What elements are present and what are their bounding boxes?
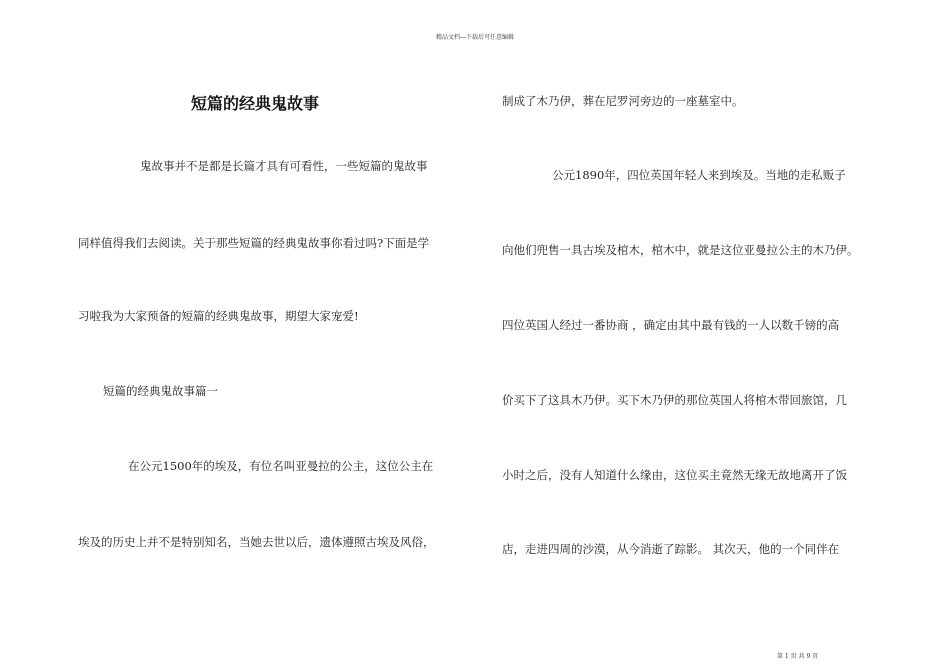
left-paragraph-line: 埃及的历史上并不是特别知名，当她去世以后，遗体遵照古埃及风俗， — [78, 535, 435, 549]
left-paragraph-line: 鬼故事并不是都是长篇才具有可看性，一些短篇的鬼故事 — [140, 159, 428, 173]
page-number: 第 1 页 共 9 页 — [777, 653, 819, 660]
right-paragraph-line: 店，走进四周的沙漠，从今消逝了踪影。 其次天，他的一个同伴在 — [502, 542, 840, 556]
section-heading: 短篇的经典鬼故事篇一 — [103, 384, 218, 398]
right-paragraph-line: 小时之后，没有人知道什么缘由，这位买主竟然无缘无故地离开了饭 — [502, 468, 847, 482]
left-paragraph-line: 同样值得我们去阅读。关于那些短篇的经典鬼故事你看过吗?下面是学 — [78, 236, 430, 250]
page-header: 精品文档---下载后可任意编辑 — [435, 34, 515, 41]
article-title: 短篇的经典鬼故事 — [191, 94, 320, 113]
left-paragraph-line: 习啦我为大家预备的短篇的经典鬼故事，期望大家宠爱! — [78, 309, 359, 323]
right-paragraph-line: 向他们兜售一具古埃及棺木，棺木中，就是这位亚曼拉公主的木乃伊。 — [502, 243, 859, 257]
right-paragraph-line: 公元1890年，四位英国年轻人来到埃及。当地的走私贩子 — [552, 168, 846, 182]
right-paragraph-line: 价买下了这具木乃伊。买下木乃伊的那位英国人将棺木带回旅馆，几 — [502, 393, 847, 407]
right-paragraph-line: 四位英国人经过一番协商 ，确定由其中最有钱的一人以数千镑的高 — [502, 318, 840, 332]
right-paragraph-line: 制成了木乃伊，葬在尼罗河旁边的一座墓室中。 — [502, 94, 744, 108]
left-paragraph-line: 在公元1500年的埃及，有位名叫亚曼拉的公主，这位公主在 — [128, 459, 434, 473]
